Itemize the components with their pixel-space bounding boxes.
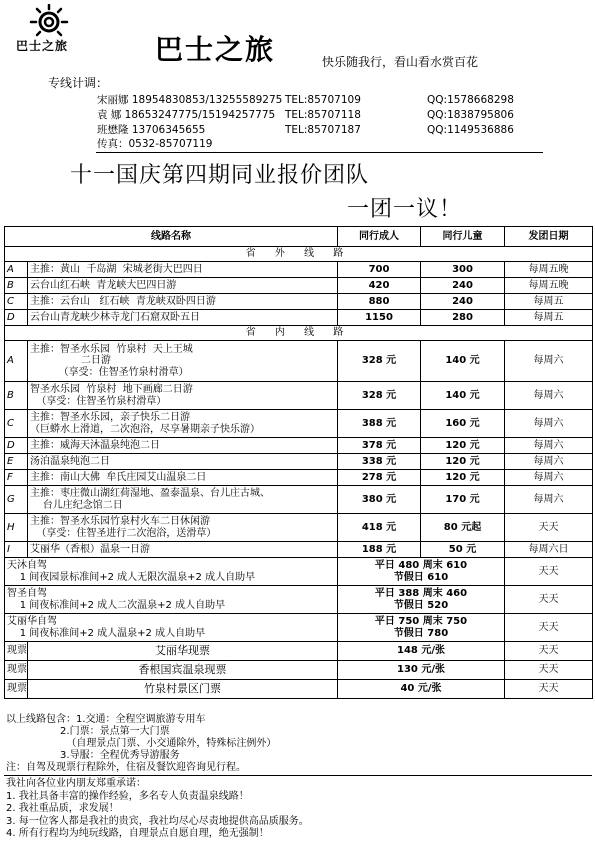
depart-date: 每周五晚 [505, 262, 593, 278]
spiral-sun-logo-icon [26, 4, 72, 40]
ticket-name: 竹泉村景区门票 [28, 680, 338, 699]
depart-date: 天天 [505, 586, 593, 614]
adult-price: 420 [338, 278, 421, 294]
route-name: 主推：智圣水乐园 竹泉村 天上王城 二日游 （享受：住智圣竹泉村滑草） [28, 341, 338, 382]
route-letter: E [5, 454, 28, 470]
depart-date: 每周六 [505, 470, 593, 486]
adult-price: 188 元 [338, 542, 421, 558]
adult-price: 700 [338, 262, 421, 278]
route-letter: B [5, 278, 28, 294]
child-price: 280 [421, 310, 505, 326]
depart-date: 天天 [505, 614, 593, 642]
table-row [5, 410, 593, 438]
notes-line: 1. 我社具备丰富的操作经验，多名专人负责温泉线路！ [6, 790, 249, 802]
table-row [5, 661, 593, 680]
table-row [5, 558, 593, 586]
route-name: 主推：威海天沐温泉纯泡二日 [28, 438, 338, 454]
contact-tel: TEL:85707109 [285, 94, 361, 106]
contact-name-phone: 袁 娜 18653247775/15194257775 [97, 109, 276, 121]
inner-routes [5, 341, 593, 558]
contact-qq: QQ:1149536886 [427, 124, 514, 136]
depart-date: 天天 [505, 680, 593, 699]
route-name: 云台山青龙峡少林寺龙门石窟双卧五日 [28, 310, 338, 326]
includes-line: 3.导服：全程优秀导游服务 [6, 750, 180, 761]
self-drive-price: 平日 388 周末 460 节假日 520 [338, 586, 505, 614]
depart-date: 每周五 [505, 310, 593, 326]
route-name: 主推：枣庄微山湖红荷湿地、盈泰温泉、台儿庄古城、 台儿庄纪念馆二日 [28, 486, 338, 514]
depart-date: 每周六 [505, 454, 593, 470]
contact-tel: TEL:85707187 [285, 124, 361, 136]
adult-price: 418 元 [338, 514, 421, 542]
table-row [5, 542, 593, 558]
hotline-label: 专线计调： [48, 76, 109, 90]
depart-date: 每周五晚 [505, 278, 593, 294]
notes-line: 4. 所有行程均为纯玩线路，自理景点自愿自理，绝无强制！ [6, 828, 269, 839]
ticket-rows [5, 642, 593, 699]
table-row [5, 262, 593, 278]
child-price: 120 元 [421, 454, 505, 470]
contact-qq: QQ:1578668298 [427, 94, 514, 106]
includes-line: 2.门票：景点第一大门票 [6, 726, 170, 737]
notes-block [6, 778, 590, 841]
route-letter: C [5, 410, 28, 438]
depart-date: 每周六 [505, 341, 593, 382]
depart-date: 每周六日 [505, 542, 593, 558]
adult-price: 278 元 [338, 470, 421, 486]
table-row [5, 278, 593, 294]
route-name: 主推：云台山 红石峡 青龙峡双卧四日游 [28, 294, 338, 310]
depart-date: 每周六 [505, 486, 593, 514]
adult-price: 388 元 [338, 410, 421, 438]
ticket-price: 130 元/张 [338, 661, 505, 680]
notes-line: 2. 我社重品质，求发展！ [6, 803, 119, 814]
includes-line: 以上线路包含：1.交通：全程空调旅游专用车 [6, 714, 206, 725]
depart-date: 天天 [505, 558, 593, 586]
depart-date: 每周六 [505, 382, 593, 410]
route-name: 主推：智圣水乐园竹泉村火车二日休闲游 （享受：住智圣进行二次泡浴，送滑草） [28, 514, 338, 542]
ticket-name: 香根国宾温泉现票 [28, 661, 338, 680]
child-price: 140 元 [421, 341, 505, 382]
table-row [5, 294, 593, 310]
child-price: 160 元 [421, 410, 505, 438]
table-row [5, 454, 593, 470]
depart-date: 天天 [505, 661, 593, 680]
route-name: 汤泊温泉纯泡二日 [28, 454, 338, 470]
slogan: 快乐随我行，看山看水赏百花 [322, 55, 479, 69]
route-letter: D [5, 438, 28, 454]
table-row [5, 642, 593, 661]
route-name: 主推：黄山 千岛湖 宋城老街大巴四日 [28, 262, 338, 278]
includes-line: 注：自驾及现票行程除外，住宿及餐饮迎咨询见行程。 [6, 762, 246, 773]
route-letter: G [5, 486, 28, 514]
route-name: 主推：智圣水乐园，亲子快乐二日游 （巨蟒水上滑道，二次泡浴，尽享暑期亲子快乐游） [28, 410, 338, 438]
table-row [5, 382, 593, 410]
notes-line: 我社向各位业内朋友郑重承诺： [6, 778, 146, 789]
route-letter: H [5, 514, 28, 542]
outer-routes [5, 262, 593, 326]
table-header-row [5, 227, 593, 247]
route-letter: A [5, 262, 28, 278]
route-letter: D [5, 310, 28, 326]
route-letter: A [5, 341, 28, 382]
table-row [5, 486, 593, 514]
child-price: 240 [421, 294, 505, 310]
section-row-inner [5, 326, 593, 341]
table-row [5, 310, 593, 326]
child-price: 120 元 [421, 438, 505, 454]
table-row [5, 341, 593, 382]
ticket-name: 艾丽华现票 [28, 642, 338, 661]
table-row [5, 586, 593, 614]
depart-date: 每周六 [505, 438, 593, 454]
ticket-price: 40 元/张 [338, 680, 505, 699]
adult-price: 380 元 [338, 486, 421, 514]
table-row [5, 438, 593, 454]
route-letter: B [5, 382, 28, 410]
table-row [5, 680, 593, 699]
notes-line: 3. 每一位客人都是我社的贵宾，我社均尽心尽责地提供高品质服务。 [6, 815, 309, 827]
route-name: 智圣水乐园 竹泉村 地下画廊二日游 （享受：住智圣竹泉村滑草） [28, 382, 338, 410]
route-name: 艾丽华（香根）温泉一日游 [28, 542, 338, 558]
contact-name-phone: 班懋隆 13706345655 [97, 124, 206, 136]
adult-price: 1150 [338, 310, 421, 326]
fax-number: 传真：0532-85707119 [97, 138, 213, 150]
child-price: 240 [421, 278, 505, 294]
includes-line: （自理景点门票、小交通除外，特殊标注例外） [6, 738, 277, 749]
child-price: 80 元起 [421, 514, 505, 542]
adult-price: 378 元 [338, 438, 421, 454]
logo-text: 巴士之旅 [16, 39, 69, 53]
adult-price: 880 [338, 294, 421, 310]
section-label-outer: 省 外 线 路 [5, 247, 593, 262]
child-price: 300 [421, 262, 505, 278]
depart-date: 每周六 [505, 410, 593, 438]
self-drive-name: 艾丽华自驾 1 间夜标准间+2 成人温泉+2 成人自助早 [5, 614, 338, 642]
contact-name-phone: 宋丽娜 18954830853/13255589275 [97, 94, 283, 106]
adult-price: 328 元 [338, 341, 421, 382]
self-drive-routes [5, 558, 593, 642]
col-header-child: 同行儿童 [421, 227, 505, 247]
section-row-outer [5, 247, 593, 262]
route-letter: F [5, 470, 28, 486]
child-price: 120 元 [421, 470, 505, 486]
col-header-adult: 同行成人 [338, 227, 421, 247]
brand-title: 巴士之旅 [155, 33, 276, 66]
child-price: 140 元 [421, 382, 505, 410]
notes-divider [4, 775, 592, 776]
contact-tel: TEL:85707118 [285, 109, 361, 121]
col-header-route: 线路名称 [5, 227, 338, 247]
ticket-label: 现票 [5, 642, 28, 661]
child-price: 170 元 [421, 486, 505, 514]
route-letter: I [5, 542, 28, 558]
depart-date: 天天 [505, 514, 593, 542]
route-name: 云台山红石峡 青龙峡大巴四日游 [28, 278, 338, 294]
contact-qq: QQ:1838795806 [427, 109, 514, 121]
section-label-inner: 省 内 线 路 [5, 326, 593, 341]
ticket-price: 148 元/张 [338, 642, 505, 661]
depart-date: 每周五 [505, 294, 593, 310]
depart-date: 天天 [505, 642, 593, 661]
ticket-label: 现票 [5, 680, 28, 699]
table-row [5, 470, 593, 486]
header-divider [96, 152, 543, 153]
sub-title: 一团一议！ [347, 197, 463, 222]
col-header-date: 发团日期 [505, 227, 593, 247]
includes-block [6, 714, 590, 774]
table-row [5, 614, 593, 642]
self-drive-name: 智圣自驾 1 间夜标准间+2 成人二次温泉+2 成人自助早 [5, 586, 338, 614]
child-price: 50 元 [421, 542, 505, 558]
route-name: 主推：南山大佛 牟氏庄园艾山温泉二日 [28, 470, 338, 486]
adult-price: 338 元 [338, 454, 421, 470]
self-drive-price: 平日 750 周末 750 节假日 780 [338, 614, 505, 642]
price-table [4, 226, 593, 699]
main-title: 十一国庆第四期同业报价团队 [70, 163, 370, 188]
self-drive-name: 天沐自驾 1 间夜园景标准间+2 成人无限次温泉+2 成人自助早 [5, 558, 338, 586]
adult-price: 328 元 [338, 382, 421, 410]
table-row [5, 514, 593, 542]
ticket-label: 现票 [5, 661, 28, 680]
self-drive-price: 平日 480 周末 610 节假日 610 [338, 558, 505, 586]
route-letter: C [5, 294, 28, 310]
